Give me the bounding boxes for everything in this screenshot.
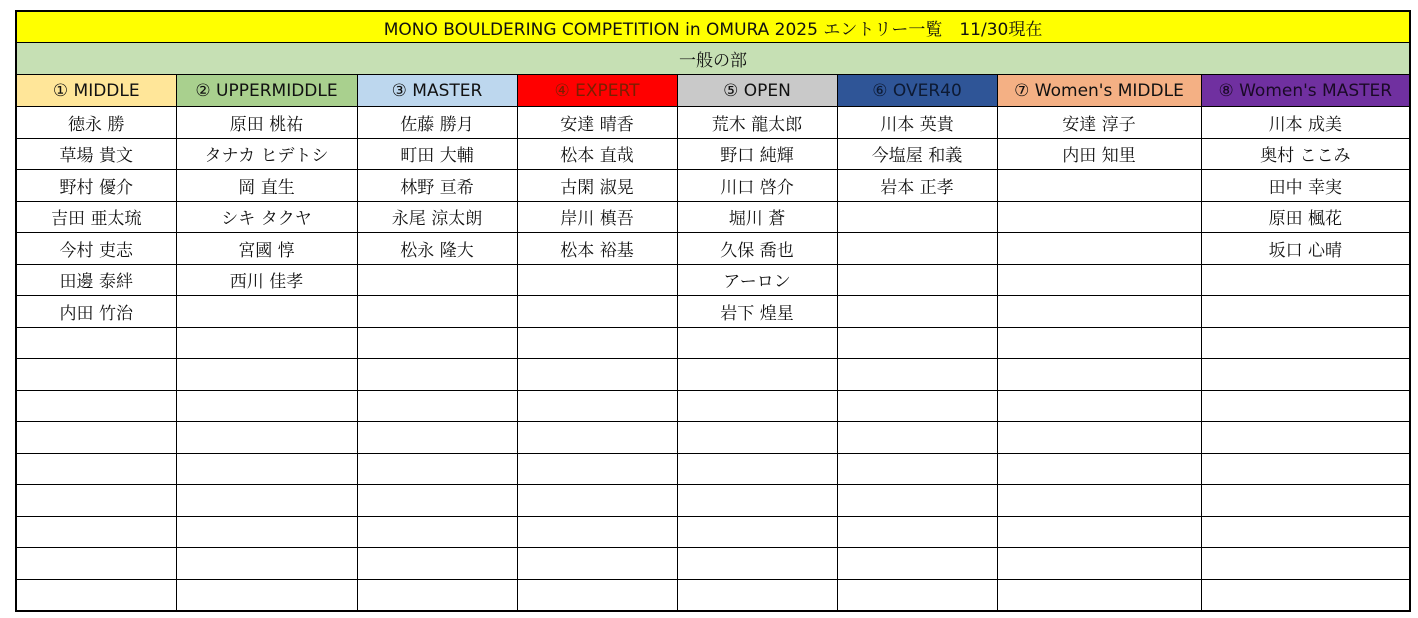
entry-cell[interactable] — [517, 453, 677, 485]
table-row — [16, 327, 1410, 359]
entry-cell[interactable]: 田邊 泰絆 — [16, 264, 176, 296]
entry-cell[interactable] — [837, 453, 997, 485]
entry-cell[interactable] — [1201, 264, 1410, 296]
entry-cell[interactable]: 野口 純輝 — [677, 138, 837, 170]
entry-cell[interactable] — [997, 579, 1201, 611]
entry-cell[interactable]: 今村 吏志 — [16, 233, 176, 265]
entry-cell[interactable]: 岸川 槙吾 — [517, 201, 677, 233]
entry-cell[interactable] — [1201, 579, 1410, 611]
entry-cell[interactable] — [517, 422, 677, 454]
entry-cell[interactable] — [16, 579, 176, 611]
entry-cell[interactable] — [997, 264, 1201, 296]
entry-cell[interactable] — [1201, 453, 1410, 485]
entry-cell[interactable]: 佐藤 勝月 — [357, 107, 517, 139]
entry-cell[interactable] — [837, 548, 997, 580]
entry-cell[interactable]: 町田 大輔 — [357, 138, 517, 170]
entry-cell[interactable] — [517, 359, 677, 391]
entry-cell[interactable] — [16, 516, 176, 548]
entry-cell[interactable]: 古閑 淑晃 — [517, 170, 677, 202]
entry-cell[interactable] — [176, 579, 357, 611]
entry-cell[interactable] — [997, 327, 1201, 359]
category-header-7[interactable]: ⑦ Women's MIDDLE — [997, 75, 1201, 107]
entry-cell[interactable] — [997, 201, 1201, 233]
division-title[interactable]: 一般の部 — [16, 43, 1410, 75]
entry-cell[interactable]: 野村 優介 — [16, 170, 176, 202]
entry-cell[interactable] — [176, 516, 357, 548]
entry-cell[interactable] — [517, 296, 677, 328]
entry-cell[interactable] — [176, 327, 357, 359]
table-row — [16, 390, 1410, 422]
entry-cell[interactable] — [677, 516, 837, 548]
entry-cell[interactable] — [517, 264, 677, 296]
entry-cell[interactable] — [176, 296, 357, 328]
category-header-row — [16, 75, 1410, 107]
entry-cell[interactable]: 内田 竹治 — [16, 296, 176, 328]
entry-cell[interactable] — [677, 453, 837, 485]
entry-cell[interactable] — [997, 170, 1201, 202]
entry-cell[interactable] — [1201, 296, 1410, 328]
entry-cell[interactable]: 原田 楓花 — [1201, 201, 1410, 233]
entry-cell[interactable]: 岩下 煌星 — [677, 296, 837, 328]
entry-cell[interactable] — [837, 201, 997, 233]
sheet-title[interactable]: MONO BOULDERING COMPETITION in OMURA 2025 エントリー一覧 11/30現在 — [16, 11, 1410, 43]
category-header-4[interactable]: ④ EXPERT — [517, 75, 677, 107]
entry-cell[interactable]: 原田 桃祐 — [176, 107, 357, 139]
entry-cell[interactable]: 岩本 正孝 — [837, 170, 997, 202]
entry-cell[interactable] — [1201, 390, 1410, 422]
entry-cell[interactable] — [997, 233, 1201, 265]
entry-cell[interactable]: 安達 晴香 — [517, 107, 677, 139]
entry-cell[interactable] — [837, 327, 997, 359]
entry-cell[interactable] — [677, 359, 837, 391]
entry-cell[interactable] — [837, 233, 997, 265]
entry-cell[interactable] — [357, 516, 517, 548]
subtitle-row — [16, 43, 1410, 75]
entry-cell[interactable]: アーロン — [677, 264, 837, 296]
entry-cell[interactable] — [997, 422, 1201, 454]
entry-cell[interactable] — [357, 359, 517, 391]
entry-cell[interactable] — [997, 548, 1201, 580]
entry-cell[interactable]: 川本 英貴 — [837, 107, 997, 139]
entry-cell[interactable] — [517, 579, 677, 611]
table-row — [16, 201, 1410, 233]
entry-cell[interactable] — [517, 548, 677, 580]
entry-cell[interactable] — [176, 390, 357, 422]
entry-cell[interactable] — [997, 485, 1201, 517]
entry-cell[interactable] — [357, 453, 517, 485]
entry-cell[interactable] — [176, 359, 357, 391]
entry-cell[interactable]: 内田 知里 — [997, 138, 1201, 170]
entry-cell[interactable] — [357, 485, 517, 517]
category-header-5[interactable]: ⑤ OPEN — [677, 75, 837, 107]
entry-cell[interactable] — [677, 422, 837, 454]
category-header-8[interactable]: ⑧ Women's MASTER — [1201, 75, 1410, 107]
entry-cell[interactable]: 岡 直生 — [176, 170, 357, 202]
entry-cell[interactable] — [357, 296, 517, 328]
entry-cell[interactable] — [176, 453, 357, 485]
entry-cell[interactable] — [357, 264, 517, 296]
entry-cell[interactable]: 松本 裕基 — [517, 233, 677, 265]
entry-cell[interactable] — [1201, 516, 1410, 548]
entry-cell[interactable]: 田中 幸実 — [1201, 170, 1410, 202]
entry-cell[interactable] — [837, 296, 997, 328]
entry-cell[interactable] — [357, 327, 517, 359]
entry-cell[interactable]: 荒木 龍太郎 — [677, 107, 837, 139]
entry-cell[interactable] — [517, 516, 677, 548]
entry-cell[interactable] — [677, 390, 837, 422]
entry-cell[interactable] — [1201, 359, 1410, 391]
entry-cell[interactable] — [517, 327, 677, 359]
table-row — [16, 264, 1410, 296]
table-row — [16, 359, 1410, 391]
entry-cell[interactable] — [517, 390, 677, 422]
entry-table — [15, 10, 1411, 612]
entry-cell[interactable]: 宮國 惇 — [176, 233, 357, 265]
entry-cell[interactable]: 吉田 亜太琉 — [16, 201, 176, 233]
table-row — [16, 516, 1410, 548]
entry-cell[interactable]: 林野 亘希 — [357, 170, 517, 202]
entry-cell[interactable] — [997, 453, 1201, 485]
entry-cell[interactable]: 松永 隆大 — [357, 233, 517, 265]
entry-cell[interactable] — [517, 485, 677, 517]
entry-cell[interactable] — [837, 359, 997, 391]
entry-cell[interactable]: 坂口 心晴 — [1201, 233, 1410, 265]
entry-cell[interactable] — [176, 422, 357, 454]
entry-sheet — [15, 10, 1409, 612]
entry-cell[interactable]: 徳永 勝 — [16, 107, 176, 139]
entry-cell[interactable]: 安達 淳子 — [997, 107, 1201, 139]
entry-cell[interactable] — [837, 422, 997, 454]
entry-cell[interactable]: 松本 直哉 — [517, 138, 677, 170]
entry-cell[interactable] — [16, 327, 176, 359]
entry-cell[interactable] — [16, 453, 176, 485]
entry-cell[interactable]: 久保 喬也 — [677, 233, 837, 265]
table-row — [16, 138, 1410, 170]
entry-cell[interactable] — [16, 390, 176, 422]
entry-cell[interactable] — [357, 390, 517, 422]
category-header-2[interactable]: ② UPPERMIDDLE — [176, 75, 357, 107]
category-header-6[interactable]: ⑥ OVER40 — [837, 75, 997, 107]
entry-cell[interactable] — [16, 359, 176, 391]
table-row — [16, 422, 1410, 454]
table-row — [16, 107, 1410, 139]
entry-cell[interactable] — [837, 264, 997, 296]
title-row — [16, 11, 1410, 43]
entry-cell[interactable] — [997, 359, 1201, 391]
entry-cell[interactable]: 西川 佳孝 — [176, 264, 357, 296]
entry-cell[interactable] — [677, 548, 837, 580]
category-header-3[interactable]: ③ MASTER — [357, 75, 517, 107]
entry-cell[interactable]: 川口 啓介 — [677, 170, 837, 202]
table-row — [16, 233, 1410, 265]
entry-cell[interactable]: タナカ ヒデトシ — [176, 138, 357, 170]
entry-cell[interactable] — [677, 579, 837, 611]
entry-cell[interactable] — [677, 327, 837, 359]
entry-cell[interactable] — [16, 485, 176, 517]
table-row — [16, 453, 1410, 485]
entry-cell[interactable] — [837, 485, 997, 517]
entry-cell[interactable] — [176, 548, 357, 580]
entry-cell[interactable] — [997, 516, 1201, 548]
entry-cell[interactable] — [837, 390, 997, 422]
entry-cell[interactable] — [176, 485, 357, 517]
entry-cell[interactable]: シキ タクヤ — [176, 201, 357, 233]
category-header-1[interactable]: ① MIDDLE — [16, 75, 176, 107]
entry-cell[interactable] — [677, 485, 837, 517]
table-row — [16, 296, 1410, 328]
entry-cell[interactable]: 川本 成美 — [1201, 107, 1410, 139]
entry-cell[interactable] — [1201, 327, 1410, 359]
entry-cell[interactable]: 堀川 蒼 — [677, 201, 837, 233]
table-row — [16, 170, 1410, 202]
table-row — [16, 548, 1410, 580]
entry-cell[interactable] — [837, 516, 997, 548]
entry-cell[interactable] — [1201, 485, 1410, 517]
entry-cell[interactable] — [16, 422, 176, 454]
table-row — [16, 579, 1410, 611]
entry-cell[interactable]: 奥村 ここみ — [1201, 138, 1410, 170]
entry-cell[interactable] — [16, 548, 176, 580]
entry-cell[interactable] — [357, 548, 517, 580]
entry-cell[interactable]: 永尾 涼太朗 — [357, 201, 517, 233]
entry-cell[interactable] — [997, 296, 1201, 328]
table-row — [16, 485, 1410, 517]
entry-cell[interactable]: 今塩屋 和義 — [837, 138, 997, 170]
entry-cell[interactable] — [357, 422, 517, 454]
entry-cell[interactable] — [997, 390, 1201, 422]
entry-cell[interactable] — [1201, 422, 1410, 454]
entry-cell[interactable] — [357, 579, 517, 611]
entry-cell[interactable]: 草場 貴文 — [16, 138, 176, 170]
entry-cell[interactable] — [837, 579, 997, 611]
entry-cell[interactable] — [1201, 548, 1410, 580]
